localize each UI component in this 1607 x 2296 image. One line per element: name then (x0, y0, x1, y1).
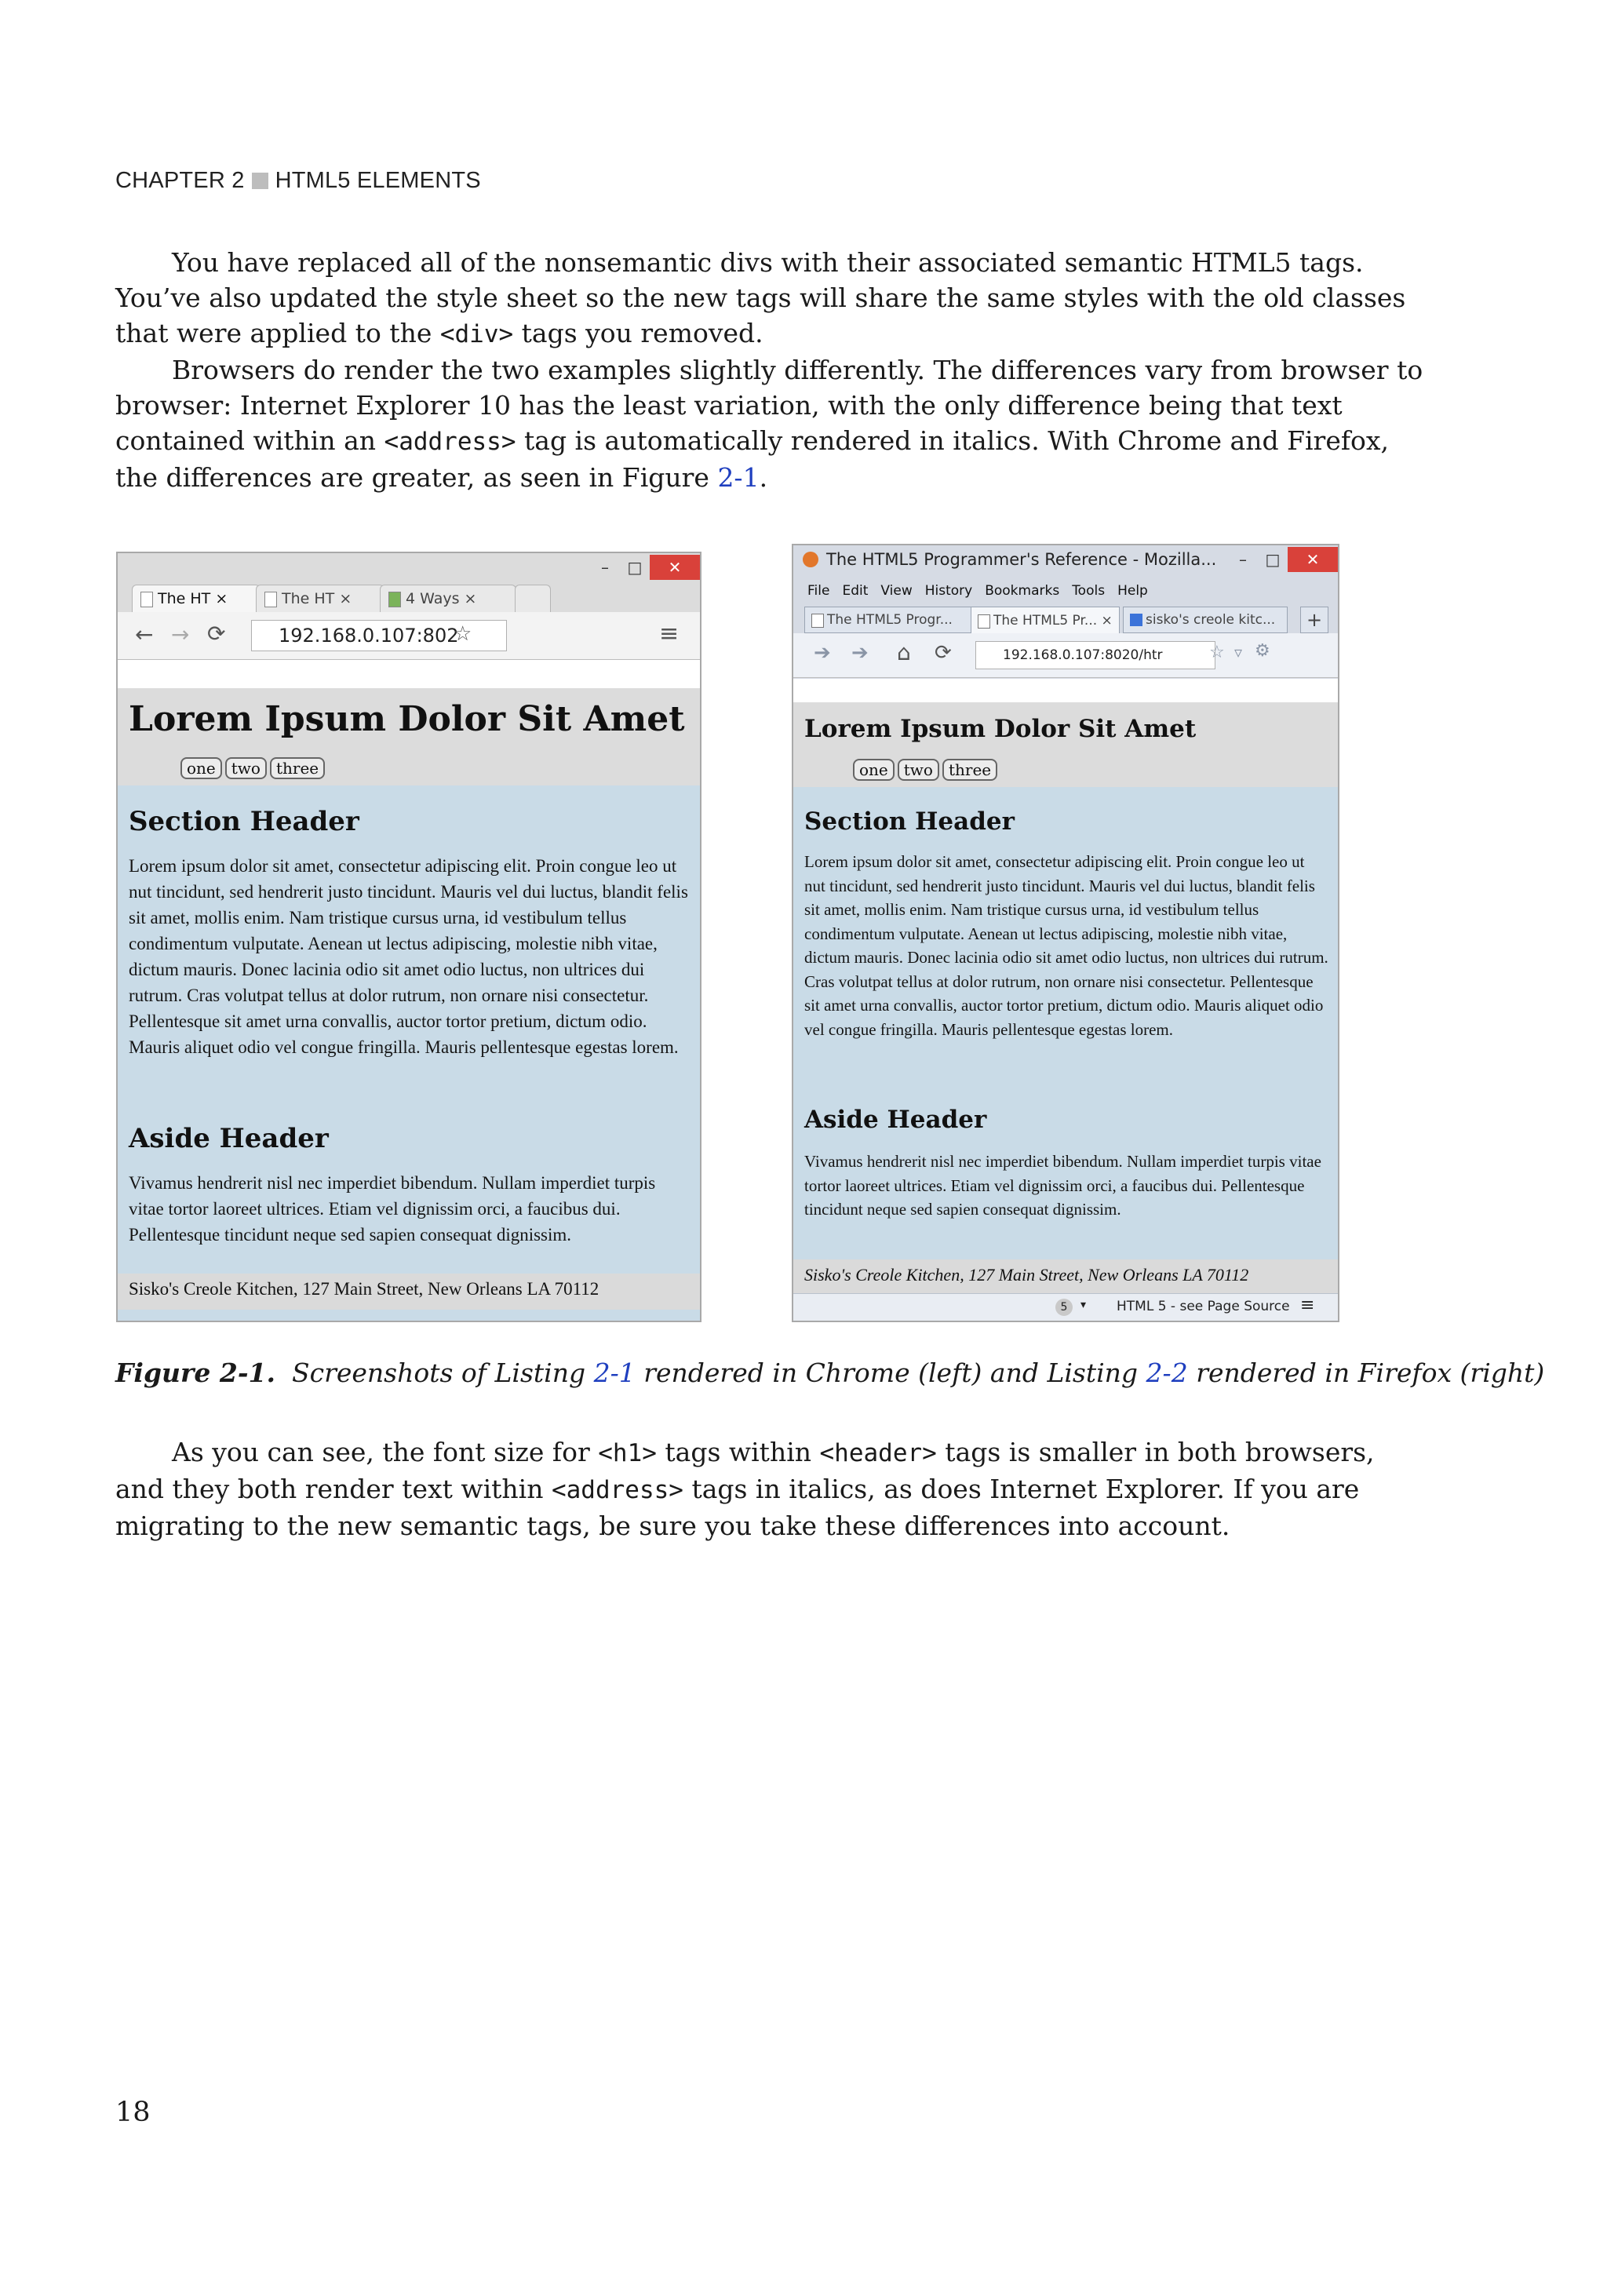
chrome-tab[interactable]: 4 Ways × (380, 585, 516, 612)
google-icon (1130, 614, 1142, 626)
window-title: The HTML5 Programmer's Reference - Mozilla... (826, 550, 1217, 569)
page-icon (264, 592, 277, 607)
running-head-square-icon (252, 173, 268, 189)
menu-help[interactable]: Help (1117, 583, 1148, 599)
nav-button-one[interactable]: one (853, 759, 895, 781)
status-text[interactable]: HTML 5 - see Page Source (1117, 1299, 1290, 1314)
firefox-logo-icon (803, 552, 818, 567)
menu-tools[interactable]: Tools (1072, 583, 1106, 599)
chrome-tab[interactable]: The HT × (256, 585, 384, 612)
status-badge[interactable]: 5 (1055, 1299, 1073, 1316)
address-footer: Sisko's Creole Kitchen, 127 Main Street, New Orleans LA 70112 (793, 1259, 1338, 1294)
figure-label: Figure 2-1. (115, 1358, 276, 1388)
menu-bookmarks[interactable]: Bookmarks (985, 583, 1060, 599)
new-tab-button[interactable] (515, 585, 551, 612)
section-header: Section Header (804, 807, 1015, 836)
forward-icon[interactable]: ➔ (851, 641, 869, 665)
bookmark-star-icon[interactable]: ☆ (1209, 643, 1225, 662)
listing-link[interactable]: 2-2 (1146, 1358, 1188, 1388)
home-icon[interactable]: ⌂ (897, 640, 911, 665)
firefox-tab[interactable]: The HTML5 Pr... × (971, 607, 1120, 635)
page-h1: Lorem Ipsum Dolor Sit Amet (804, 715, 1197, 743)
tab-close-icon[interactable]: × (339, 590, 352, 607)
maximize-icon[interactable]: □ (1265, 550, 1281, 569)
menu-bar (807, 583, 1148, 599)
running-head (115, 168, 481, 194)
tab-close-icon[interactable]: × (464, 590, 477, 607)
menu-history[interactable]: History (924, 583, 973, 599)
url-text: 192.168.0.107:802 (279, 625, 459, 647)
menu-icon[interactable]: ≡ (659, 620, 680, 647)
intro-text (115, 245, 1426, 495)
listing-link[interactable]: 2-1 (593, 1358, 636, 1388)
nav-button-two[interactable]: two (898, 759, 939, 781)
close-icon[interactable]: ✕ (1288, 547, 1338, 572)
inline-code: <address> (384, 428, 516, 456)
paragraph-2: Browsers do render the two examples slightly differently. The differences vary from browser to browser: Internet Explorer 10 has the least variation, with the only difference being that text contained within an <address> tag is automatically rendered in italics. With Chrome and Firefox, the differences are greater, as seen in Figure 2-1. (115, 355, 1423, 493)
url-text: 192.168.0.107:8020/htr (1003, 647, 1163, 663)
nav-buttons (853, 759, 997, 781)
firefox-screenshot (792, 544, 1339, 1322)
section-text: Lorem ipsum dolor sit amet, consectetur adipiscing elit. Proin congue leo ut nut tincidunt, sed hendrerit justo tincidunt. Mauris vel dui luctus, blandit felis sit amet, mollis enim. Nam tristique cursus urna, id vestibulum tellus condimentum vulputate. Aenean ut lectus adipiscing, molestie nibh vitae, dictum mauris. Donec lacinia odio sit amet odio luctus, non ultrices dui rutrum. Cras volutpat tellus at dolor rutrum, non ornare nisi consectetur. Pellentesque sit amet urna convallis, auctor tortor pretium, dictum odio. Mauris aliquet odio vel congue fringilla. Mauris pellentesque egestas lorem. (129, 856, 688, 1057)
reload-icon[interactable]: ⟳ (207, 621, 226, 647)
reload-icon[interactable]: ⟳ (935, 641, 952, 665)
page-icon (978, 614, 990, 629)
chrome-toolbar (118, 612, 700, 660)
window-controls (590, 553, 700, 581)
maximize-icon[interactable]: □ (627, 558, 643, 577)
bookmark-star-icon[interactable]: ☆ (454, 622, 472, 646)
nav-buttons (180, 757, 325, 779)
menu-edit[interactable]: Edit (842, 583, 869, 599)
aside-header: Aside Header (804, 1106, 987, 1134)
figure-caption: Figure 2-1. Screenshots of Listing 2-1 rendered in Chrome (left) and Listing 2-2 rendered in Firefox (right) (115, 1358, 1545, 1388)
dropdown-icon[interactable]: ▾ (1080, 1299, 1087, 1311)
inline-code: <h1> (598, 1439, 657, 1467)
running-head-chapter: CHAPTER 2 (115, 168, 245, 193)
tab-close-icon[interactable]: × (215, 590, 228, 607)
aside-header: Aside Header (129, 1123, 329, 1154)
nav-button-three[interactable]: three (270, 757, 325, 779)
menu-view[interactable]: View (880, 583, 913, 599)
layers-icon[interactable]: ≡ (1300, 1296, 1315, 1315)
minimize-icon[interactable]: – (601, 558, 609, 577)
address-bar[interactable] (975, 641, 1215, 669)
inline-code: <div> (439, 320, 514, 348)
paragraph-1: You have replaced all of the nonsemantic divs with their associated semantic HTML5 tags. You’ve also updated the style sheet so the new tags will share the same styles with the old classes that were applied to the <div> tags you removed. (115, 247, 1406, 348)
inline-code: <address> (551, 1476, 683, 1504)
menu-file[interactable]: File (807, 583, 830, 599)
aside-text: Vivamus hendrerit nisl nec imperdiet bibendum. Nullam imperdiet turpis vitae tortor laoreet ultrices. Etiam vel dignissim orci, a faucibus dui. Pellentesque tincidunt neque sed sapien consequat dignissim. (804, 1152, 1321, 1219)
loading-icon: ⚙ (1255, 641, 1270, 661)
new-tab-button[interactable]: + (1300, 607, 1328, 633)
chrome-screenshot (116, 552, 701, 1322)
nav-button-one[interactable]: one (180, 757, 222, 779)
inline-code: <header> (819, 1439, 937, 1467)
firefox-titlebar (793, 545, 1338, 574)
page-icon (388, 592, 401, 607)
tab-close-icon[interactable]: × (1101, 613, 1113, 629)
chrome-viewport (118, 660, 700, 1321)
firefox-tab[interactable]: The HTML5 Progr... (804, 607, 982, 633)
page-icon (811, 614, 824, 628)
paragraph-3: As you can see, the font size for <h1> tags within <header> tags is smaller in both browsers, and they both render text within <address> tags in italics, as does Internet Explorer. If you are migrating to the new semantic tags, be sure you take these differences into account. (115, 1437, 1375, 1541)
dropdown-icon[interactable]: ▿ (1234, 643, 1243, 661)
firefox-toolbar (793, 633, 1338, 678)
back-icon[interactable]: ← (135, 621, 154, 647)
figure-link[interactable]: 2-1 (717, 462, 760, 493)
running-head-title: HTML5 ELEMENTS (275, 168, 481, 193)
address-footer: Sisko's Creole Kitchen, 127 Main Street, New Orleans LA 70112 (118, 1274, 700, 1310)
status-bar (793, 1293, 1338, 1321)
firefox-viewport (793, 679, 1338, 1294)
back-icon[interactable]: ➔ (814, 641, 831, 665)
window-controls (1228, 545, 1338, 574)
nav-button-two[interactable]: two (225, 757, 267, 779)
minimize-icon[interactable]: – (1239, 550, 1247, 569)
page-icon (140, 592, 153, 607)
firefox-tab[interactable]: sisko's creole kitc... (1123, 607, 1288, 633)
page-h1: Lorem Ipsum Dolor Sit Amet (129, 699, 685, 739)
close-icon[interactable]: ✕ (650, 555, 700, 580)
chrome-tab[interactable]: The HT × (132, 585, 261, 612)
conclusion-text (115, 1434, 1426, 1543)
section-text: Lorem ipsum dolor sit amet, consectetur adipiscing elit. Proin congue leo ut nut tincidunt, sed hendrerit justo tincidunt. Mauris vel dui luctus, blandit felis sit amet, mollis enim. Nam tristique cursus urna, id vestibulum tellus condimentum vulputate. Aenean ut lectus adipiscing, molestie nibh vitae, dictum mauris. Donec lacinia odio sit amet odio luctus, non ultrices dui rutrum. Cras volutpat tellus at dolor rutrum, non ornare nisi consectetur. Pellentesque sit amet urna convallis, auctor tortor pretium, dictum odio. Mauris aliquet odio vel congue fringilla. Mauris pellentesque egestas lorem. (804, 852, 1328, 1039)
nav-button-three[interactable]: three (942, 759, 997, 781)
page-number: 18 (115, 2097, 151, 2128)
section-header: Section Header (129, 806, 359, 837)
forward-icon[interactable]: → (171, 621, 190, 647)
aside-text: Vivamus hendrerit nisl nec imperdiet bibendum. Nullam imperdiet turpis vitae tortor laoreet ultrices. Etiam vel dignissim orci, a faucibus dui. Pellentesque tincidunt neque sed sapien consequat dignissim. (129, 1173, 656, 1245)
